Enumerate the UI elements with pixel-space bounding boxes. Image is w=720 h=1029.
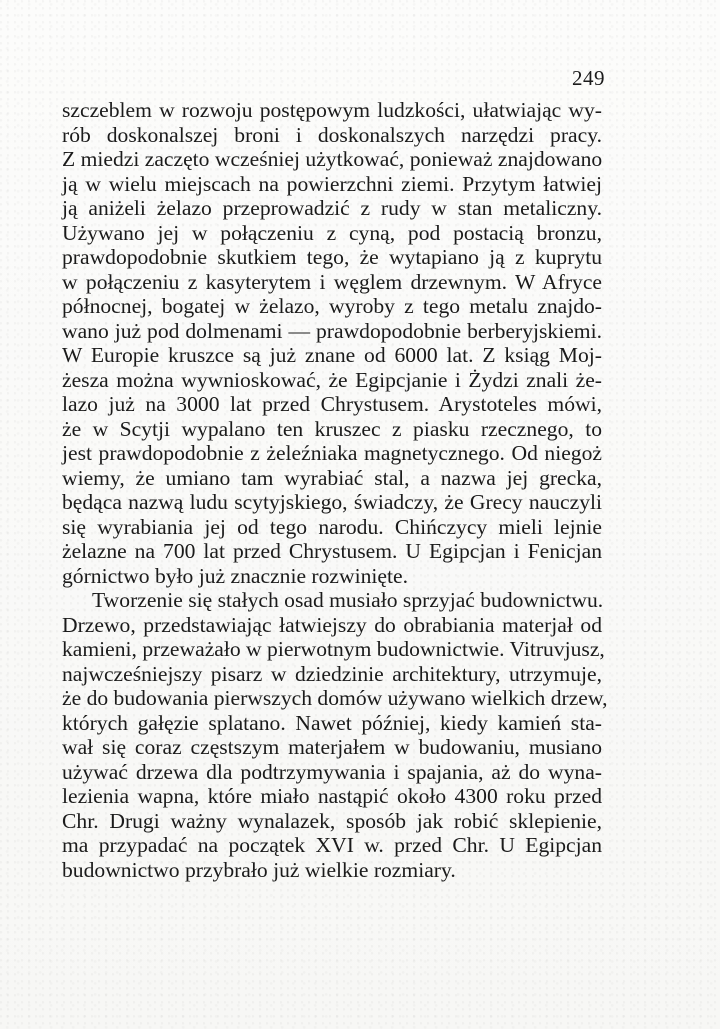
text-line: będąca nazwą ludu scytyjskiego, świadczy, że Grecy nauczyli bbox=[62, 490, 602, 514]
page-number: 249 bbox=[572, 66, 605, 90]
text-line: najwcześniejszy pisarz w dziedzinie architektury, utrzymuje, bbox=[62, 661, 602, 686]
text-line: żelazne na 700 lat przed Chrystusem. U Egipcjan i Fenicjan bbox=[62, 539, 602, 563]
text-line: wał się coraz częstszym materjałem w budowaniu, musiano bbox=[62, 735, 602, 759]
paragraph-metals bbox=[62, 98, 602, 588]
text-line: ją aniżeli żelazo przeprowadzić z rudy w stan metaliczny. bbox=[62, 196, 602, 220]
body-text bbox=[62, 98, 608, 882]
text-line: Chr. Drugi ważny wynalazek, sposób jak robić sklepienie, bbox=[62, 808, 602, 833]
text-line: żesza można wywnioskować, że Egipcjanie i Żydzi znali że- bbox=[62, 367, 602, 392]
text-line: wiemy, że umiano tam wyrabiać stal, a nazwa jej grecka, bbox=[62, 465, 602, 490]
text-line: wano już pod dolmenami — prawdopodobnie berberyjskiemi. bbox=[62, 318, 602, 343]
text-line: których gałęzie splatano. Nawet później, kiedy kamień sta- bbox=[62, 710, 602, 735]
text-line: Z miedzi zaczęto wcześniej użytkować, ponieważ znajdowano bbox=[62, 147, 603, 171]
text-line: górnictwo było już znacznie rozwinięte. bbox=[62, 563, 408, 588]
text-line: że w Scytji wypalano ten kruszec z piasku rzecznego, to bbox=[62, 416, 602, 441]
text-line: Tworzenie się stałych osad musiało sprzyjać budownictwu. bbox=[92, 588, 604, 612]
text-line: jest prawdopodobnie z żeleźniaka magnetycznego. Od niegoż bbox=[62, 441, 602, 465]
text-line: lezienia wapna, które miało nastąpić około 4300 roku przed bbox=[62, 784, 602, 808]
text-line: budownictwo przybrało już wielkie rozmiary. bbox=[62, 857, 456, 882]
text-line: że do budowania pierwszych domów używano wielkich drzew, bbox=[62, 686, 608, 710]
text-line: W Europie kruszce są już znane od 6000 lat. Z ksiąg Moj- bbox=[62, 343, 602, 367]
text-line: kamieni, przeważało w pierwotnym budownictwie. Vitruvjusz, bbox=[62, 637, 605, 661]
text-line: Drzewo, przedstawiając łatwiejszy do obrabiania materjał od bbox=[62, 612, 602, 637]
text-line: Używano jej w połączeniu z cyną, pod postacią bronzu, bbox=[62, 220, 602, 245]
text-line: używać drzewa dla podtrzymywania i spajania, aż do wyna- bbox=[62, 759, 602, 784]
text-line: rób doskonalszej broni i doskonalszych narzędzi pracy. bbox=[62, 122, 602, 147]
text-line: szczeblem w rozwoju postępowym ludzkości, ułatwiając wy- bbox=[62, 98, 602, 122]
text-line: w połączeniu z kasyterytem i węglem drzewnym. W Afryce bbox=[62, 269, 602, 294]
text-line: północnej, bogatej w żelazo, wyroby z tego metalu znajdo- bbox=[62, 294, 602, 318]
text-line: ją w wielu miejscach na powierzchni ziemi. Przytym łatwiej bbox=[62, 171, 602, 196]
text-line: ma przypadać na początek XVI w. przed Chr. U Egipcjan bbox=[62, 833, 602, 857]
text-line: się wyrabiania jej od tego narodu. Chińczycy mieli lejnie bbox=[62, 514, 602, 539]
paragraph-building bbox=[62, 588, 608, 882]
text-line: prawdopodobnie skutkiem tego, że wytapiano ją z kuprytu bbox=[62, 245, 602, 269]
text-line: lazo już na 3000 lat przed Chrystusem. Arystoteles mówi, bbox=[62, 392, 602, 416]
